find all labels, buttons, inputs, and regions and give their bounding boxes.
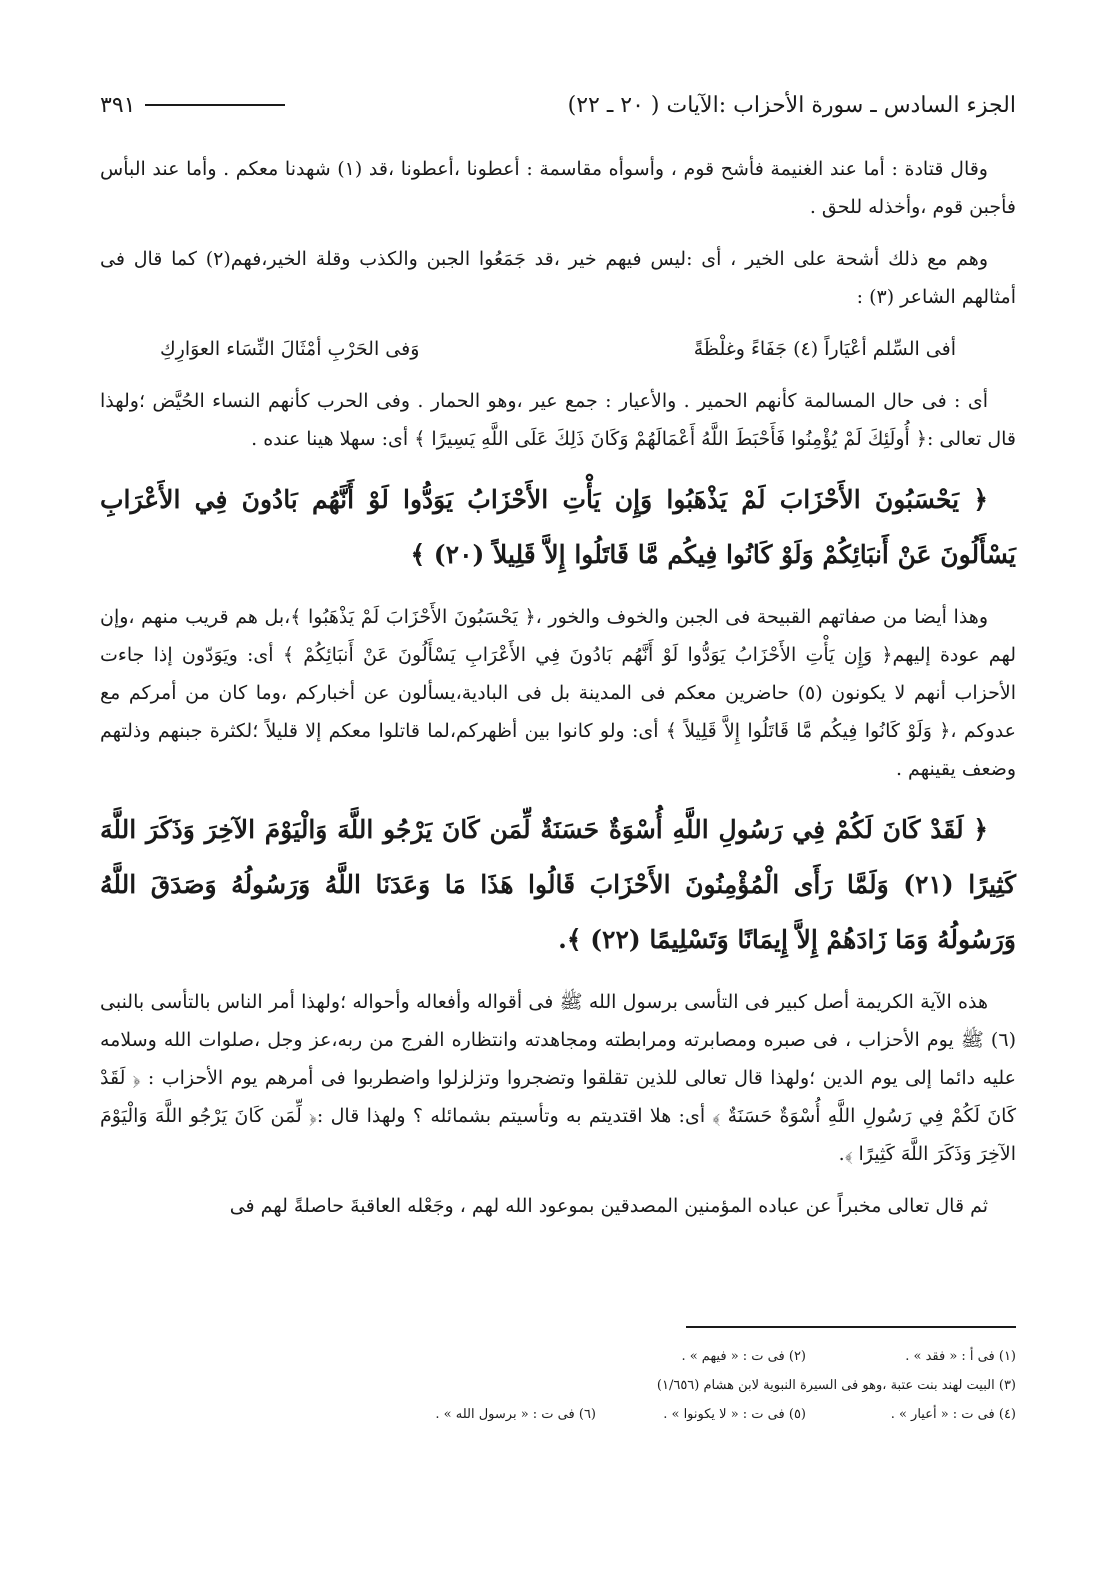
footnote: (٣) البيت لهند بنت عتبة ،وهو فى السيرة النبوية لابن هشام (١/٦٥٦) [656,1378,1016,1393]
paragraph: وهم مع ذلك أشحة على الخير ، أى :ليس فيهم خير ،قد جَمَعُوا الجبن والكذب وقلة الخير،فهم(٢) كما قال فى أمثالهم الشاعر (٣) : [100,248,1016,308]
footnote: (٥) فى ت : « لا يكونوا » . [663,1407,806,1422]
footnote-row [360,1400,1016,1429]
quran-verse: ﴿ يَحْسَبُونَ الأَحْزَابَ لَمْ يَذْهَبُوا وَإِن يَأْتِ الأَحْزَابُ يَوَدُّوا لَوْ أَنَّهُم بَادُونَ فِي الأَعْرَابِ يَسْأَلُونَ عَنْ أَنبَائِكُمْ وَلَوْ كَانُوا فِيكُم مَّا قَاتَلُوا إِلاَّ قَلِيلاً (٢٠) ﴾ [100,485,1016,569]
footnote: (١) فى أ : « فقد » . [905,1349,1016,1364]
running-head-title: الجزء السادس ـ سورة الأحزاب :الآيات ( ٢٠ ـ ٢٢) [567,92,1016,118]
paragraph: وهذا أيضا من صفاتهم القبيحة فى الجبن والخوف والخور ،﴿ يَحْسَبُونَ الأَحْزَابَ لَمْ يَذْهَبُوا ﴾،بل هم قريب منهم ،وإن لهم عودة إليهم﴿ وَإِن يَأْتِ الأَحْزَابُ يَوَدُّوا لَوْ أَنَّهُم بَادُونَ فِي الأَعْرَابِ يَسْأَلُونَ عَنْ أَنبَائِكُمْ ﴾ أى: ويَوَدّون إذا جاءت الأحزاب أنهم لا يكونون (٥) حاضرين معكم فى المدينة بل فى البادية،يسألون عن أخباركم ،وما كان من أمركم مع عدوكم ،﴿ وَلَوْ كَانُوا فِيكُم مَّا قَاتَلُوا إِلاَّ قَلِيلاً ﴾ أى: ولو كانوا بين أظهركم،لما قاتلوا معكم إلا قليلاً ؛لكثرة جبنهم وذلتهم وضعف يقينهم . [100,606,1016,780]
paragraph: أى : فى حال المسالمة كأنهم الحمير . والأعيار : جمع عير ،وهو الحمار . وفى الحرب كأنهم النساء الحُيَّض ؛ولهذا قال تعالى :﴿ أُولَئِكَ لَمْ يُؤْمِنُوا فَأَحْبَطَ اللَّهُ أَعْمَالَهُمْ وَكَانَ ذَلِكَ عَلَى اللَّهِ يَسِيرًا ﴾ أى: سهلا هينا عنده . [100,390,1016,450]
paragraph: وقال قتادة : أما عند الغنيمة فأشح قوم ، وأسوأه مقاسمة : أعطونا ،أعطونا ،قد (١) شهدنا معكم . وأما عند البأس فأجبن قوم ،وأخذله للحق . [100,158,1016,218]
footnote-row [360,1342,1016,1371]
paragraph: ثم قال تعالى مخبراً عن عباده المؤمنين المصدقين بموعود الله لهم ، وجَعْله العاقبةَ حاصلةً لهم فى [229,1195,988,1217]
footnote: (٢) فى ت : « فيهم » . [681,1349,806,1364]
footnote: (٦) فى ت : « برسول الله » . [435,1407,596,1422]
running-head [100,88,1016,122]
paragraph: هذه الآية الكريمة أصل كبير فى التأسى برسول الله ﷺ فى أقواله وأفعاله وأحواله ؛ولهذا أمر الناس بالتأسى بالنبى (٦) ﷺ يوم الأحزاب ، فى صبره ومصابرته ومرابطته ومجاهدته وانتظاره الفرج من ربه،عز وجل ،صلوات الله وسلامه عليه دائما إلى يوم الدين ؛ولهذا قال تعالى للذين تقلقوا وتضجروا وتزلزلوا واضطربوا فى أمرهم يوم الأحزاب : ﴿ لَقَدْ كَانَ لَكُمْ فِي رَسُولِ اللَّهِ أُسْوَةٌ حَسَنَةٌ ﴾ أى: هلا اقتديتم به وتأسيتم بشمائله ؟ ولهذا قال :﴿ لِّمَن كَانَ يَرْجُو اللَّهَ وَالْيَوْمَ الآخِرَ وَذَكَرَ اللَّهَ كَثِيرًا ﴾. [100,991,1016,1165]
footnote-row [360,1371,1016,1400]
footnote: (٤) فى ت : « أعيار » . [890,1407,1016,1422]
main-text [100,150,1016,1239]
poem-second-hemistich: وَفى الحَرْبِ أمْثَالَ النِّسَاء العوَارِكِ [160,338,420,360]
quran-verse: ﴿ لَقَدْ كَانَ لَكُمْ فِي رَسُولِ اللَّهِ أُسْوَةٌ حَسَنَةٌ لِّمَن كَانَ يَرْجُو اللَّهَ وَالْيَوْمَ الآخِرَ وَذَكَرَ اللَّهَ كَثِيرًا (٢١) وَلَمَّا رَأَى الْمُؤْمِنُونَ الأَحْزَابَ قَالُوا هَذَا مَا وَعَدَنَا اللَّهُ وَرَسُولُهُ وَصَدَقَ اللَّهُ وَرَسُولُهُ وَمَا زَادَهُمْ إِلاَّ إِيمَانًا وَتَسْلِيمًا (٢٢) ﴾. [100,815,1016,954]
poem-verse [160,330,956,368]
page-number: ٣٩١ [100,92,136,118]
poem-first-hemistich: أفى السِّلم أعْيَاراً (٤) جَفَاءً وغلْظَةً [693,338,956,360]
footnote-separator [686,1326,1016,1328]
header-rule [145,104,285,106]
footnotes [360,1342,1016,1429]
